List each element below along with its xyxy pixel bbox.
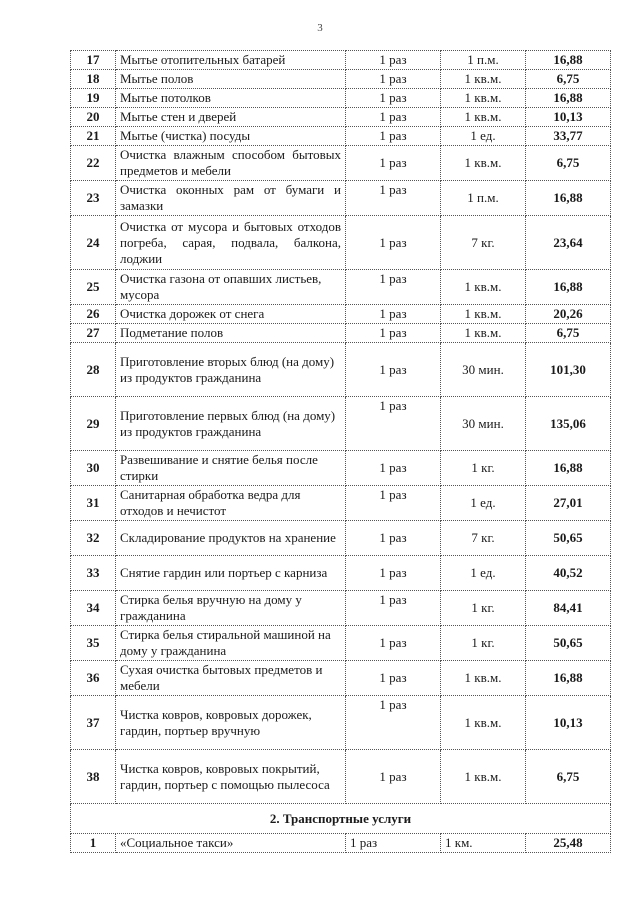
service-name: Снятие гардин или портьер с карниза (116, 556, 346, 591)
service-unit: 1 кв.м. (441, 270, 526, 305)
service-name: Санитарная обработка ведра для отходов и нечистот (116, 486, 346, 521)
row-number: 19 (71, 89, 116, 108)
table-row (71, 324, 611, 343)
service-frequency: 1 раз (346, 750, 441, 804)
row-number: 34 (71, 591, 116, 626)
table-row (71, 661, 611, 696)
service-name: Чистка ковров, ковровых дорожек, гардин, портьер вручную (116, 696, 346, 750)
table-row (71, 127, 611, 146)
row-number: 29 (71, 397, 116, 451)
service-frequency: 1 раз (346, 324, 441, 343)
service-frequency: 1 раз (346, 591, 441, 626)
service-name: Чистка ковров, ковровых покрытий, гардин, портьер с помощью пылесоса (116, 750, 346, 804)
row-number: 32 (71, 521, 116, 556)
services-price-table (70, 50, 611, 853)
row-number: 37 (71, 696, 116, 750)
table-row (71, 834, 611, 853)
service-price: 16,88 (526, 270, 611, 305)
service-name: Мытье отопительных батарей (116, 51, 346, 70)
service-price: 33,77 (526, 127, 611, 146)
service-name: Подметание полов (116, 324, 346, 343)
service-unit: 1 кв.м. (441, 146, 526, 181)
service-unit: 1 кг. (441, 591, 526, 626)
table-row (71, 70, 611, 89)
service-frequency: 1 раз (346, 146, 441, 181)
row-number: 20 (71, 108, 116, 127)
table-row (71, 270, 611, 305)
service-frequency: 1 раз (346, 556, 441, 591)
service-unit: 7 кг. (441, 216, 526, 270)
table-row (71, 397, 611, 451)
row-number: 25 (71, 270, 116, 305)
service-price: 6,75 (526, 146, 611, 181)
service-price: 16,88 (526, 89, 611, 108)
service-frequency: 1 раз (346, 70, 441, 89)
service-name: Приготовление вторых блюд (на дому) из продуктов гражданина (116, 343, 346, 397)
service-price: 6,75 (526, 70, 611, 89)
service-frequency: 1 раз (346, 305, 441, 324)
service-price: 84,41 (526, 591, 611, 626)
row-number: 18 (71, 70, 116, 89)
table-row (71, 51, 611, 70)
service-price: 16,88 (526, 451, 611, 486)
service-unit: 1 кг. (441, 451, 526, 486)
service-unit: 1 кв.м. (441, 696, 526, 750)
service-frequency: 1 раз (346, 51, 441, 70)
service-frequency: 1 раз (346, 343, 441, 397)
table-row (71, 305, 611, 324)
table-row (71, 626, 611, 661)
service-name: Очистка влажным способом бытовых предметов и мебели (116, 146, 346, 181)
service-unit: 1 кв.м. (441, 89, 526, 108)
row-number: 30 (71, 451, 116, 486)
service-frequency: 1 раз (346, 626, 441, 661)
service-name: Складирование продуктов на хранение (116, 521, 346, 556)
service-frequency: 1 раз (346, 451, 441, 486)
row-number: 26 (71, 305, 116, 324)
service-frequency: 1 раз (346, 834, 441, 853)
service-frequency: 1 раз (346, 216, 441, 270)
table-row (71, 89, 611, 108)
row-number: 27 (71, 324, 116, 343)
service-name: Сухая очистка бытовых предметов и мебели (116, 661, 346, 696)
table-row (71, 521, 611, 556)
service-frequency: 1 раз (346, 486, 441, 521)
service-name: Приготовление первых блюд (на дому) из продуктов гражданина (116, 397, 346, 451)
service-unit: 1 кв.м. (441, 324, 526, 343)
service-unit: 1 ед. (441, 127, 526, 146)
service-unit: 1 кв.м. (441, 661, 526, 696)
row-number: 17 (71, 51, 116, 70)
service-frequency: 1 раз (346, 521, 441, 556)
row-number: 31 (71, 486, 116, 521)
service-name: Очистка от мусора и бытовых отходов погреба, сарая, подвала, балкона, лоджии (116, 216, 346, 270)
service-frequency: 1 раз (346, 270, 441, 305)
service-name: Развешивание и снятие белья после стирки (116, 451, 346, 486)
service-frequency: 1 раз (346, 661, 441, 696)
service-name: Очистка газона от опавших листьев, мусора (116, 270, 346, 305)
service-name: Очистка оконных рам от бумаги и замазки (116, 181, 346, 216)
service-frequency: 1 раз (346, 696, 441, 750)
service-price: 40,52 (526, 556, 611, 591)
section-header-row (71, 804, 611, 834)
service-price: 16,88 (526, 661, 611, 696)
table-row (71, 343, 611, 397)
service-price: 50,65 (526, 626, 611, 661)
service-price: 10,13 (526, 696, 611, 750)
table-row (71, 451, 611, 486)
service-price: 6,75 (526, 324, 611, 343)
row-number: 38 (71, 750, 116, 804)
service-name: Стирка белья вручную на дому у гражданина (116, 591, 346, 626)
service-unit: 1 п.м. (441, 51, 526, 70)
table-row (71, 591, 611, 626)
service-name: «Социальное такси» (116, 834, 346, 853)
table-row (71, 108, 611, 127)
row-number: 22 (71, 146, 116, 181)
row-number: 23 (71, 181, 116, 216)
service-unit: 30 мин. (441, 343, 526, 397)
service-price: 27,01 (526, 486, 611, 521)
service-price: 50,65 (526, 521, 611, 556)
service-unit: 1 кв.м. (441, 108, 526, 127)
service-frequency: 1 раз (346, 127, 441, 146)
service-unit: 1 км. (441, 834, 526, 853)
service-unit: 1 кв.м. (441, 305, 526, 324)
row-number: 28 (71, 343, 116, 397)
row-number: 35 (71, 626, 116, 661)
row-number: 24 (71, 216, 116, 270)
row-number: 21 (71, 127, 116, 146)
service-unit: 30 мин. (441, 397, 526, 451)
table-row (71, 556, 611, 591)
service-price: 6,75 (526, 750, 611, 804)
service-frequency: 1 раз (346, 181, 441, 216)
service-name: Мытье потолков (116, 89, 346, 108)
service-frequency: 1 раз (346, 397, 441, 451)
table-row (71, 181, 611, 216)
service-name: Стирка белья стиральной машиной на дому у гражданина (116, 626, 346, 661)
section-title: 2. Транспортные услуги (71, 804, 611, 834)
service-frequency: 1 раз (346, 108, 441, 127)
service-name: Мытье (чистка) посуды (116, 127, 346, 146)
service-price: 16,88 (526, 51, 611, 70)
table-row (71, 696, 611, 750)
service-price: 23,64 (526, 216, 611, 270)
service-unit: 1 п.м. (441, 181, 526, 216)
service-unit: 7 кг. (441, 521, 526, 556)
service-name: Мытье стен и дверей (116, 108, 346, 127)
row-number: 33 (71, 556, 116, 591)
service-price: 25,48 (526, 834, 611, 853)
service-unit: 1 ед. (441, 556, 526, 591)
table-row (71, 486, 611, 521)
service-name: Очистка дорожек от снега (116, 305, 346, 324)
table-row (71, 146, 611, 181)
service-price: 16,88 (526, 181, 611, 216)
service-unit: 1 кг. (441, 626, 526, 661)
service-frequency: 1 раз (346, 89, 441, 108)
service-price: 135,06 (526, 397, 611, 451)
service-name: Мытье полов (116, 70, 346, 89)
page-number: 3 (317, 22, 323, 34)
row-number: 1 (71, 834, 116, 853)
row-number: 36 (71, 661, 116, 696)
service-unit: 1 кв.м. (441, 70, 526, 89)
service-price: 20,26 (526, 305, 611, 324)
table-row (71, 750, 611, 804)
table-row (71, 216, 611, 270)
service-unit: 1 кв.м. (441, 750, 526, 804)
service-price: 10,13 (526, 108, 611, 127)
service-price: 101,30 (526, 343, 611, 397)
service-unit: 1 ед. (441, 486, 526, 521)
